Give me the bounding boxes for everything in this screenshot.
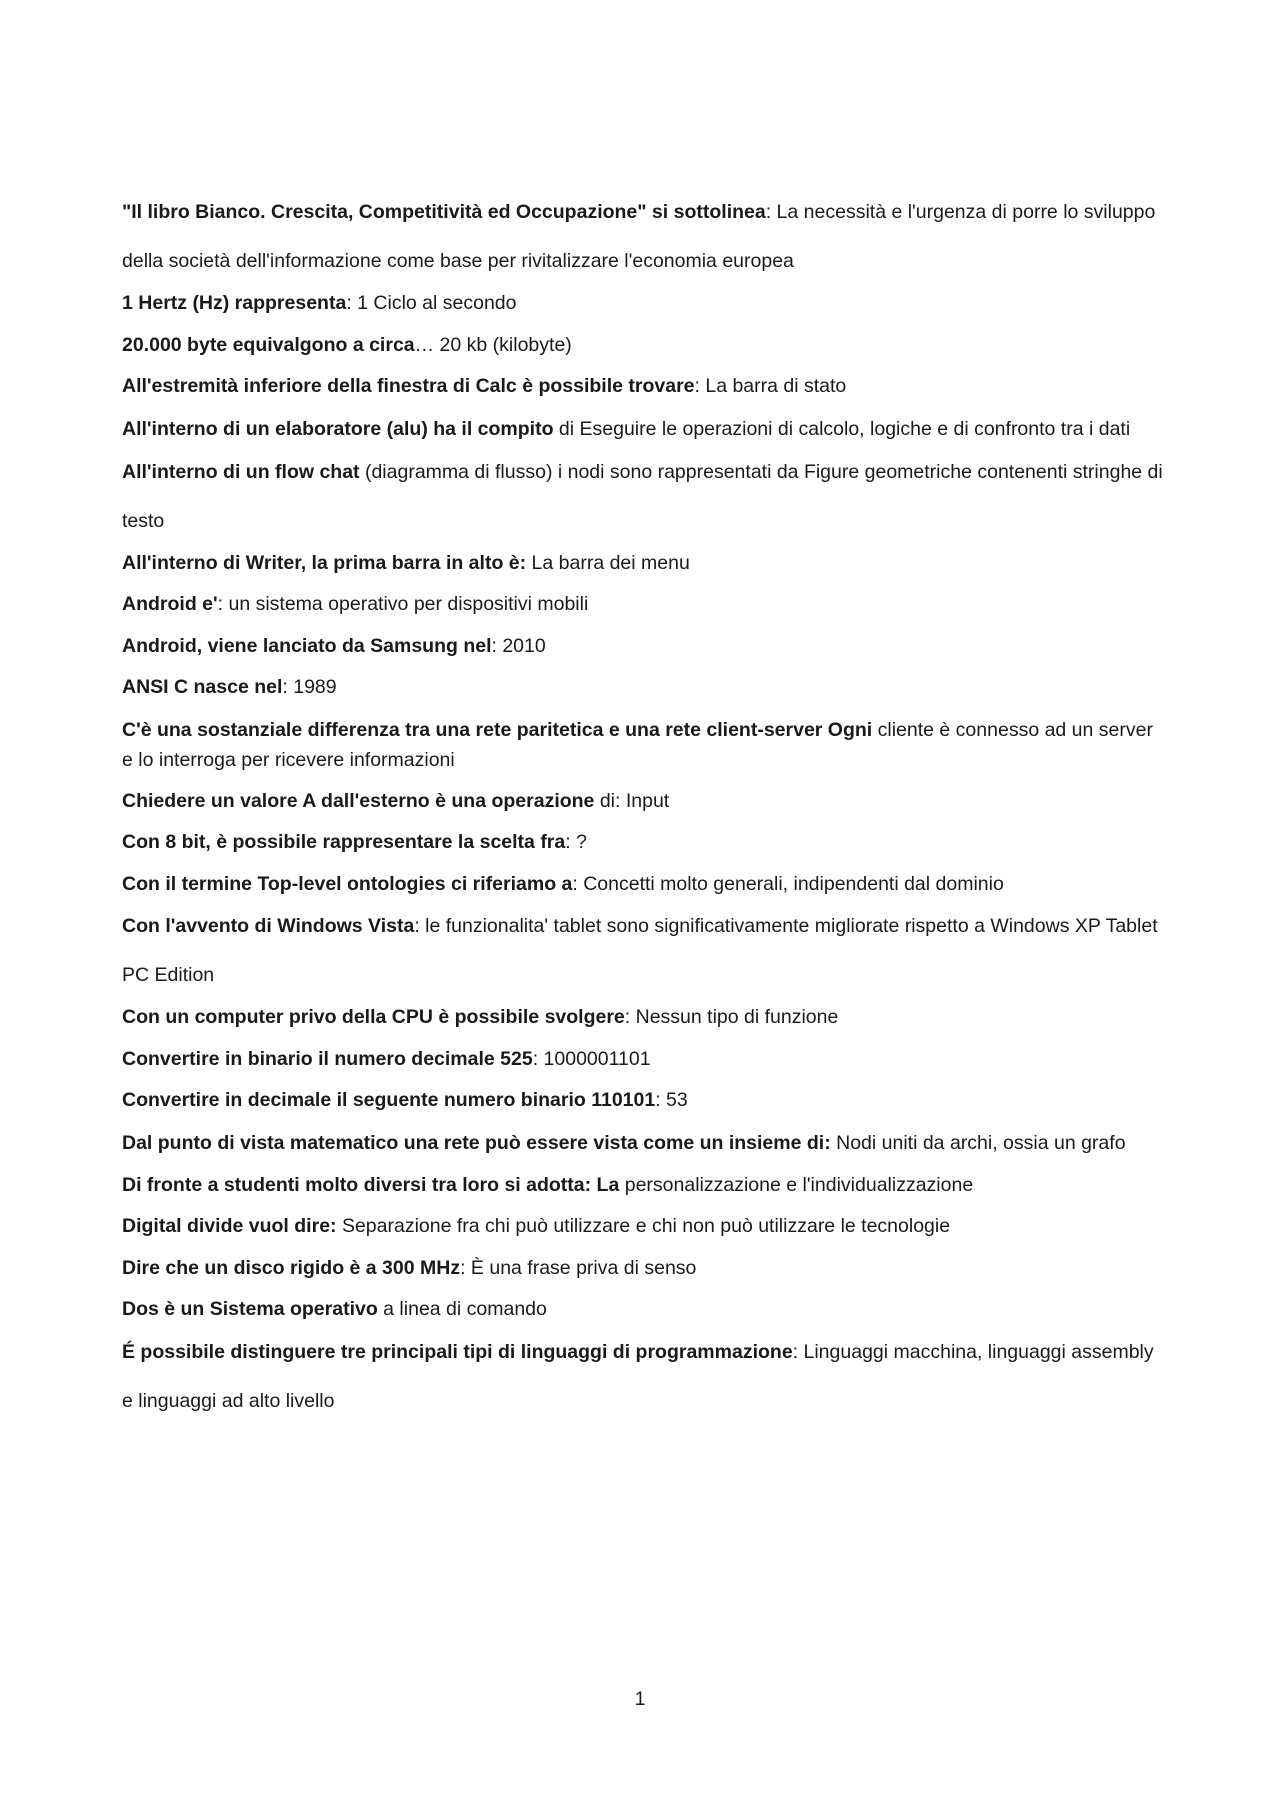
list-item xyxy=(122,1008,1167,1028)
question-text: Convertire in decimale il seguente numero binario 110101 xyxy=(122,1089,656,1111)
list-item xyxy=(122,1173,1167,1196)
question-text: Con un computer privo della CPU è possibile svolgere xyxy=(122,1006,625,1028)
question-text: Con 8 bit, è possibile rappresentare la scelta fra xyxy=(122,831,566,853)
answer-text: di: Input xyxy=(594,789,670,812)
list-item xyxy=(122,551,1167,574)
list-item xyxy=(122,188,1167,286)
answer-text: : La barra di stato xyxy=(694,375,847,397)
question-text: 1 Hertz (Hz) rappresenta xyxy=(122,292,347,314)
question-text: Di fronte a studenti molto diversi tra loro si adotta: La xyxy=(122,1173,620,1196)
list-item xyxy=(122,1328,1167,1426)
answer-text: : 53 xyxy=(655,1089,688,1111)
list-item xyxy=(122,448,1167,546)
list-item xyxy=(122,1217,1167,1237)
question-text: Digital divide vuol dire: xyxy=(122,1215,337,1237)
answer-text: cliente è connesso ad un server e lo interroga per ricevere informazioni xyxy=(122,718,1153,771)
list-item xyxy=(122,1300,1167,1320)
question-text: All'interno di un elaboratore (alu) ha il compito xyxy=(122,417,554,440)
question-text: Chiedere un valore A dall'esterno è una operazione xyxy=(122,789,595,812)
question-text: É possibile distinguere tre principali tipi di linguaggi di programmazione xyxy=(122,1340,793,1363)
list-item xyxy=(122,833,1167,853)
answer-text: : le funzionalita' tablet sono significativamente migliorate rispetto a Windows XP Tablet PC Edition xyxy=(122,915,1158,986)
question-text: C'è una sostanziale differenza tra una rete paritetica e una rete client-server Ogni xyxy=(122,718,873,741)
list-item xyxy=(122,595,1167,615)
question-text: Android e' xyxy=(122,593,218,615)
answer-text: … 20 kb (kilobyte) xyxy=(414,333,572,356)
answer-text: : ? xyxy=(565,831,587,853)
list-item xyxy=(122,1119,1167,1168)
list-item xyxy=(122,634,1167,657)
list-item xyxy=(122,1256,1167,1279)
list-item xyxy=(122,902,1167,1000)
answer-text: : 1 Ciclo al secondo xyxy=(346,292,517,314)
question-text: Con il termine Top-level ontologies ci riferiamo a xyxy=(122,872,573,895)
list-item xyxy=(122,1047,1167,1070)
list-item xyxy=(122,872,1167,895)
list-item xyxy=(122,678,1167,698)
answer-text: : 1989 xyxy=(282,676,337,698)
list-item xyxy=(122,377,1167,397)
answer-text: (diagramma di flusso) i nodi sono rappresentati da Figure geometriche contenenti stringhe di testo xyxy=(122,460,1163,532)
question-text: Con l'avvento di Windows Vista xyxy=(122,915,415,937)
list-item xyxy=(122,715,1167,775)
list-item xyxy=(122,333,1167,356)
list-item xyxy=(122,405,1167,454)
answer-text: personalizzazione e l'individualizzazione xyxy=(619,1173,974,1196)
list-item xyxy=(122,294,1167,314)
question-text: All'estremità inferiore della finestra di Calc è possibile trovare xyxy=(122,375,695,397)
answer-text: Separazione fra chi può utilizzare e chi non può utilizzare le tecnologie xyxy=(336,1215,951,1237)
document-body xyxy=(122,202,1167,1434)
question-text: Dos è un Sistema operativo xyxy=(122,1298,378,1320)
answer-text: : 2010 xyxy=(491,634,546,657)
page-number: 1 xyxy=(634,1688,646,1710)
answer-text: di Eseguire le operazioni di calcolo, logiche e di confronto tra i dati xyxy=(553,417,1131,440)
question-text: 20.000 byte equivalgono a circa xyxy=(122,333,415,356)
answer-text: La barra dei menu xyxy=(526,551,690,574)
answer-text: : La necessità e l'urgenza di porre lo sviluppo della società dell'informazione come base per rivitalizzare l'economia europea xyxy=(122,201,1156,272)
question-text: "Il libro Bianco. Crescita, Competitività ed Occupazione" si sottolinea xyxy=(122,201,766,223)
question-text: Dal punto di vista matematico una rete può essere vista come un insieme di: xyxy=(122,1131,831,1154)
question-text: All'interno di un flow chat xyxy=(122,460,360,483)
answer-text: : 1000001101 xyxy=(532,1047,651,1070)
question-text: All'interno di Writer, la prima barra in alto è: xyxy=(122,551,527,574)
question-text: Convertire in binario il numero decimale 525 xyxy=(122,1047,533,1070)
list-item xyxy=(122,1091,1167,1111)
answer-text: Nodi uniti da archi, ossia un grafo xyxy=(830,1131,1126,1154)
question-text: Dire che un disco rigido è a 300 MHz xyxy=(122,1256,461,1279)
answer-text: : È una frase priva di senso xyxy=(460,1256,697,1279)
answer-text: : un sistema operativo per dispositivi mobili xyxy=(217,593,589,615)
answer-text: a linea di comando xyxy=(377,1298,547,1320)
answer-text: : Nessun tipo di funzione xyxy=(624,1006,839,1028)
question-text: Android, viene lanciato da Samsung nel xyxy=(122,634,492,657)
question-text: ANSI C nasce nel xyxy=(122,676,283,698)
answer-text: : Linguaggi macchina, linguaggi assembly e linguaggi ad alto livello xyxy=(122,1340,1154,1412)
answer-text: : Concetti molto generali, indipendenti dal dominio xyxy=(572,872,1004,895)
list-item xyxy=(122,789,1167,812)
